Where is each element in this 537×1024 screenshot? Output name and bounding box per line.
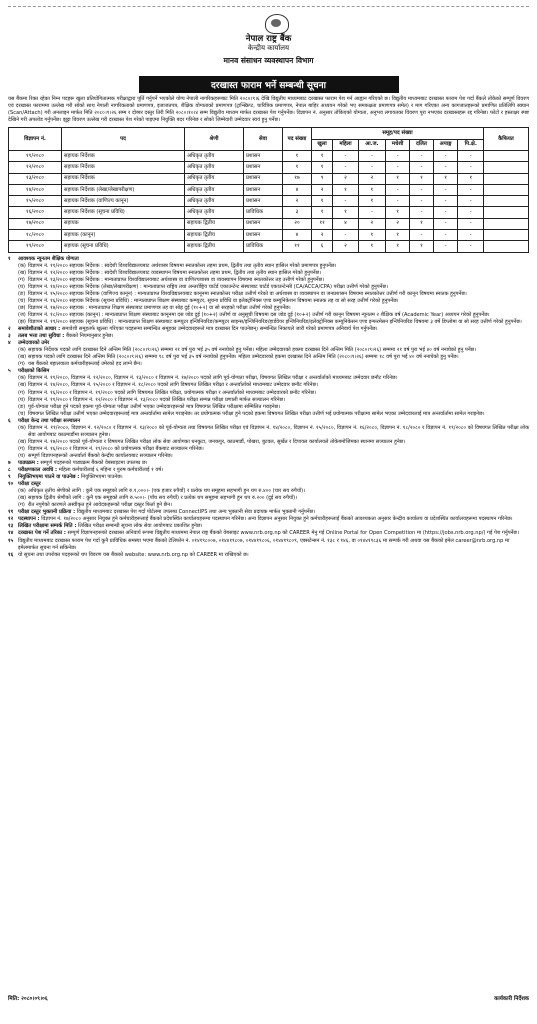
cell-group-count: ११	[312, 218, 333, 229]
cell-adv-no: १२/२०८०	[9, 162, 62, 173]
cell-group-count: -	[458, 162, 484, 173]
section-number: ४	[8, 340, 11, 347]
section-title: दरखास्त पेश गर्ने तरिका :	[18, 530, 66, 537]
item-marker: (ग)	[18, 445, 25, 452]
cell-group-count: १	[385, 230, 409, 241]
cell-group-count: -	[458, 207, 484, 218]
item-text: विज्ञापन नं. १३/२०८० सहायक निर्देशक : मान्यताप्राप्त विश्वविद्यालयबाट अर्थशास्त्र वा वाणिज्यशास्त्र वा व्यवस्थापन विषयमा स्नातकोत्तर तह उत्तीर्ण गरेको हुनुपर्नेछ।	[28, 276, 325, 283]
section-text: विद्युतीय माध्यमबाट दरखास्त फाराम पेश गर्दा कुनै प्राविधिक समस्या भएमा बैंकको टेलिफोन नं. ०१४१९८००७, ०१४४१९८०७, ०१४४१९८०६, ०१४४१९८०९, एक्सटेन्सन नं. १३८ र १४६, वा ०१४४१९८३६ मा सम्पर्क गरी अथवा यस बैंकको इमेल career@nrb.org.np मा इमेलमार्फत सूचना गर्न सकिनेछ।	[18, 537, 510, 551]
cell-group-count: १	[312, 207, 333, 218]
signatory: कार्यकारी निर्देशक	[494, 996, 529, 1002]
cell-group-count: १	[433, 173, 458, 184]
top-border	[8, 6, 529, 10]
cell-group-count: -	[410, 150, 433, 161]
section-title: परीक्षा दस्तुर	[18, 481, 41, 488]
section-title: लिखित परीक्षामा सम्पर्क मिति :	[18, 523, 77, 530]
cell-count: १	[283, 162, 312, 173]
cell-remarks	[484, 241, 529, 252]
cell-group-count: १	[312, 162, 333, 173]
office-name: केन्द्रीय कार्यालय	[247, 44, 290, 52]
item-marker: (छ)	[18, 304, 26, 311]
cell-post: सहायक निर्देशक	[62, 173, 185, 184]
col-post: पद	[62, 128, 185, 151]
cell-group-count: -	[410, 230, 433, 241]
cell-group-count: -	[410, 184, 433, 195]
section	[8, 552, 529, 559]
item-marker: (घ)	[18, 452, 25, 459]
group-header: दलित	[410, 139, 433, 150]
item-marker: (ख)	[18, 269, 27, 276]
cell-group-count: -	[433, 241, 458, 252]
cell-group-count: १	[358, 241, 385, 252]
cell-group-count: १	[333, 184, 359, 195]
section	[8, 538, 529, 552]
cell-adv-no: १३/२०८०	[9, 173, 62, 184]
section-number: ९	[8, 474, 11, 481]
cell-post: सहायक (सूचना प्रविधि)	[62, 241, 185, 252]
col-groups: समूह/पद संख्या	[312, 128, 484, 139]
item-marker: (घ)	[18, 396, 25, 403]
cell-service: प्रशासन	[244, 173, 283, 184]
cell-group-count: १	[385, 241, 409, 252]
cell-remarks	[484, 230, 529, 241]
cell-group-count: १	[358, 184, 385, 195]
section-number: ५	[8, 368, 11, 375]
cell-count: ३	[283, 207, 312, 218]
cell-group-count: -	[458, 150, 484, 161]
cell-post: सहायक निर्देशक	[62, 162, 185, 173]
table-row	[9, 230, 529, 241]
section-item	[8, 263, 529, 270]
section-text: विद्युतीय माध्यमबाट दरखास्त पेश गर्दा पोर्टलमा उपलब्ध ConnectIPS तथा अन्य भुक्तानी सेवा प्रदायक मार्फत भुक्तानी गर्नुपर्नेछ।	[76, 509, 316, 516]
item-marker: (क)	[18, 424, 26, 431]
item-marker: (ग)	[18, 361, 25, 368]
cell-post: सहायक निर्देशक	[62, 150, 185, 161]
section-number: ७	[8, 460, 11, 466]
section-number: ११	[8, 509, 14, 516]
section-item	[8, 312, 529, 319]
cell-service: प्रशासन	[244, 218, 283, 229]
item-marker: (ख)	[18, 438, 27, 445]
cell-adv-no: ११/२०८०	[9, 150, 62, 161]
group-header: अपाङ्ग	[433, 139, 458, 150]
cell-group-count: २	[333, 241, 359, 252]
notice-title: दरखास्त फाराम भर्ने सम्बन्धी सूचना	[139, 76, 399, 93]
item-marker: (ङ)	[18, 290, 26, 297]
cell-group-count: २	[358, 218, 385, 229]
item-marker: (क)	[18, 488, 26, 495]
item-text: विज्ञापन नं. १९/२०८० सहायक (सूचना प्रविधि) : मान्यताप्राप्त शिक्षण संस्थाबाट कम्प्युटर इन्जिनियरिङ/कम्प्युटर साइन्स/इन्जिनियरिङ/हार्डवेयर इन्जिनियरिङ/इलेक्ट्रोनिक्स कम्युनिकेसन एण्ड इन्फरमेसन इन्जिनियरिङ विषयमा ३ वर्षे डिप्लोमा वा सो सरह उत्तीर्ण गरेको हुनुपर्नेछ।	[28, 319, 522, 326]
cell-count: ४	[283, 184, 312, 195]
cell-group-count: २	[385, 218, 409, 229]
section-text: महिला कर्मचारीलाई ६ महिना र पुरुष कर्मचारीलाई १ वर्ष।	[58, 467, 164, 474]
cell-level: अधिकृत तृतीय	[185, 207, 244, 218]
nrb-logo-icon	[265, 14, 289, 34]
cell-group-count: १	[385, 207, 409, 218]
section-title: परीक्षाको किसिम	[18, 368, 50, 375]
section-title: नियुक्तिभएमा पाउने वा पाउनेछ :	[18, 474, 80, 481]
section-item	[8, 446, 529, 453]
item-text: विज्ञापन नं. १६/२०८० र विज्ञापन नं. १९/२०८० को प्रयोगात्मक परीक्षा बैंकबाट सञ्चालन गरिनेछ।	[28, 445, 204, 452]
col-remarks: कैफियत	[484, 128, 529, 151]
cell-group-count: -	[385, 162, 409, 173]
section	[8, 530, 529, 537]
cell-count: ११	[283, 241, 312, 252]
cell-group-count: -	[333, 230, 359, 241]
item-text: पूर्व-योग्यता परीक्षा हुने पदको हकमा पूर्व-योग्यता परीक्षा उत्तीर्ण भएका उम्मेदवारहरूको मात्र विषयगत लिखित परीक्षामा सम्मिलित गराइनेछ।	[28, 403, 281, 410]
cell-service: प्राविधिक	[244, 241, 283, 252]
bank-name: नेपाल राष्ट्र बैंक	[245, 34, 292, 44]
section-item	[8, 284, 529, 291]
cell-group-count: -	[433, 162, 458, 173]
cell-count: २०	[283, 218, 312, 229]
item-marker: (ग)	[18, 276, 25, 283]
cell-level: अधिकृत तृतीय	[185, 184, 244, 195]
item-marker: (झ)	[18, 319, 26, 326]
cell-remarks	[484, 150, 529, 161]
item-text: विज्ञापन नं. १७/२०८० सहायक : मान्यताप्राप्त शिक्षण संस्थाबाट प्रमाणपत्र तह वा सोह्र दुई (१०+२) वा सो सरहको परीक्षा उत्तीर्ण गरेको हुनुपर्नेछ।	[28, 304, 291, 311]
cell-post: सहायक (कानून)	[62, 230, 185, 241]
item-marker: (क)	[18, 262, 26, 269]
item-text: विज्ञापन नं. १२/२०८० सहायक निर्देशक : स्वदेशी विश्वविद्यालयबाट व्यवस्थापन विषयमा स्नातकोत्तर तहमा प्रथम, द्वितीय तथा तृतीय स्थान हासिल गरेको हुनुपर्नेछ।	[28, 269, 322, 276]
cell-level: अधिकृत तृतीय	[185, 173, 244, 184]
cell-adv-no: १८/२०८०	[9, 230, 62, 241]
item-text: विज्ञापन नं. १४/२०८० सहायक निर्देशक (लेखा/लेखापरीक्षण) : मान्यताप्राप्त राष्ट्रिय तथा अन्तर्राष्ट्रिय चार्टर्ड एकाउन्टेन्ट संस्थाबाट चार्टर्ड एकाउन्टेन्सी (CA/ACCA/CPA) परीक्षा उत्तीर्ण गरेको हुनुपर्नेछ।	[28, 283, 388, 290]
cell-remarks	[484, 196, 529, 207]
section-item	[8, 404, 529, 411]
cell-group-count: -	[458, 196, 484, 207]
cell-group-count: ६	[312, 241, 333, 252]
item-text: विज्ञापन नं. १७/२०८० पदको पूर्व-योग्यता र विषयगत लिखित परीक्षा लोक सेवा आयोगका धनकुटा, जनकपुर, काठमाडौं, पोखरा, बुटवल, सुर्खेत र दिपायल कार्यालयले तोकेबमोजिमका स्थानमा सञ्चालन हुनेछ।	[28, 438, 406, 445]
sections	[8, 256, 529, 559]
cell-group-count: -	[433, 218, 458, 229]
cell-group-count: -	[358, 162, 385, 173]
table-row	[9, 184, 529, 195]
cell-adv-no: १५/२०८०	[9, 196, 62, 207]
table-row	[9, 241, 529, 252]
cell-group-count: -	[410, 162, 433, 173]
item-marker: (ग)	[18, 502, 25, 509]
group-header: पि.क्षे.	[458, 139, 484, 150]
item-text: सहायक द्वितीय श्रेणीको लागि : कुनै एक समूहको लागि रु.५००।- (पाँच सय रुपैयाँ) र प्रत्येक थप समूहमा सहभागी हुन थप रु.२०० (दुई सय रुपैयाँ)।	[28, 495, 298, 502]
col-adv-no: विज्ञापन नं.	[9, 128, 62, 151]
section-title: समावेशीताको आधार :	[18, 326, 61, 333]
item-text: विज्ञापन नं. १४/२०८०, विज्ञापन नं. १५/२०८० र विज्ञापन नं. १८/२०८० पदको लागि विषयगत लिखित परीक्षा र अन्तर्वार्ताको माध्यमबाट उम्मेदवार छनौट गरिनेछ।	[28, 382, 318, 389]
cell-adv-no: १४/२०८०	[9, 184, 62, 195]
section-number: १०	[8, 481, 14, 488]
section-title: पदस्थापन :	[18, 516, 40, 523]
cell-adv-no: १६/२०८०	[9, 207, 62, 218]
item-marker: (ख)	[18, 495, 27, 502]
cell-level: सहायक द्वितीय	[185, 218, 244, 229]
cell-level: सहायक द्वितीय	[185, 230, 244, 241]
cell-group-count: -	[385, 196, 409, 207]
cell-group-count: २	[312, 184, 333, 195]
section-item	[8, 277, 529, 284]
cell-group-count: १	[312, 150, 333, 161]
item-marker: (ज)	[18, 312, 26, 319]
item-text: विज्ञापन नं. १८/२०८० सहायक (कानून) : मान्यताप्राप्त शिक्षण संस्थाबाट कानूनमा दस जोड दुई (१०+२) उत्तीर्ण वा अनुसूची विषयमा दस जोड दुई (१०+२) उत्तीर्ण गरी कानून विषयमा न्यूनतम २ शैक्षिक वर्ष (Academic Year) अध्ययन गरेको हुनुपर्नेछ।	[28, 312, 490, 319]
item-text: अधिकृत तृतीय श्रेणीको लागि : कुनै एक समूहको लागि रु.१,०००।- (एक हजार रुपैयाँ) र प्रत्येक थप समूहमा सहभागी हुन थप रु.४०० (चार सय रुपैयाँ)।	[28, 488, 306, 495]
cell-remarks	[484, 173, 529, 184]
cell-level: अधिकृत तृतीय	[185, 162, 244, 173]
item-text: सम्पूर्ण विज्ञापनहरूको अन्तर्वार्ता बैंकको केन्द्रीय कार्यालयबाट सञ्चालन गरिनेछ।	[28, 452, 173, 459]
section-item	[8, 453, 529, 460]
item-marker: (ग)	[18, 389, 25, 396]
cell-service: प्रशासन	[244, 230, 283, 241]
item-text: विषयगत लिखित परीक्षा उत्तीर्ण भएका उम्मेदवारहरूलाई मात्र अन्तर्वार्तामा सामेल गराइनेछ। तर प्रयोगात्मक परीक्षा हुने पदको हकमा विषयगत लिखित परीक्षा उत्तीर्ण भई प्रयोगात्मक परीक्षामा सामेल भएका उम्मेदवारलाई मात्र अन्तर्वार्तामा सामेल गराइनेछ।	[28, 410, 485, 417]
section-title: परीक्षा दस्तुर भुक्तानी प्रक्रिया :	[18, 509, 76, 516]
group-header: आ.ज.	[358, 139, 385, 150]
cell-post: सहायक	[62, 218, 185, 229]
cell-group-count: -	[358, 150, 385, 161]
cell-service: प्रशासन	[244, 184, 283, 195]
cell-group-count: -	[410, 196, 433, 207]
cell-group-count: -	[333, 196, 359, 207]
section-item	[8, 270, 529, 277]
section-number: १२	[8, 516, 14, 523]
section-number: १५	[8, 537, 14, 544]
group-header: खुला	[312, 139, 333, 150]
table-row	[9, 162, 529, 173]
section-item	[8, 305, 529, 312]
table-row	[9, 150, 529, 161]
notice-date: मिति: २०८०।०९।०६	[8, 996, 48, 1002]
section-text: यो सूचना तथा उपरोक्त पदहरूको थप विवरण यस बैंकको website: www.nrb.org.np को CAREER मा राखिएको छ।	[18, 551, 249, 558]
section	[8, 256, 529, 263]
cell-group-count: ४	[333, 218, 359, 229]
item-text: विज्ञापन नं. १६/२०८० र विज्ञापन नं. १९/२०८० पदको लागि विषयगत लिखित परीक्षा, प्रयोगात्मक परीक्षा र अन्तर्वार्ताको माध्यमबाट उम्मेदवारको छनौट गरिनेछ।	[28, 389, 317, 396]
section-number: १	[8, 255, 11, 262]
item-text: विज्ञापन नं. ११/२०८०, विज्ञापन नं. १२/२०८०, विज्ञापन नं. १३/२०८० र विज्ञापन नं. १७/२०८० पदको लागि पूर्व-योग्यता परीक्षा, विषयगत लिखित परीक्षा र अन्तर्वार्ताको माध्यमबाट उम्मेदवार छनौट गरिनेछ।	[28, 375, 398, 382]
section	[8, 460, 529, 467]
cell-count: १७	[283, 173, 312, 184]
item-marker: (क)	[18, 375, 26, 382]
cell-service: प्रशासन	[244, 150, 283, 161]
cell-group-count: २	[312, 230, 333, 241]
item-text: रीत नपुगेको कारणले अस्वीकृत हुने आवेदकहरूको परीक्षा दस्तुर फिर्ता हुने छैन।	[28, 502, 172, 509]
group-header: महिला	[333, 139, 359, 150]
section-text: सम्पूर्ण पदहरूको पाठ्यक्रम बैंकको वेबसाइटमा उपलब्ध छ।	[40, 460, 148, 466]
section-text: विज्ञापन नं. १७/२०८० अनुसार नियुक्त हुने कर्मचारीहरूलाई बैंकको प्रदेशस्थित कार्यालयहरूमा पदस्थापन गरिनेछ। अन्य विज्ञापन अनुसार नियुक्त हुने कर्मचारीहरूलाई बैंकको आवश्यकता अनुसार केन्द्रीय कार्यालय वा प्रदेशस्थित कार्यालयहरूमा पदस्थापन गरिनेछ।	[41, 516, 513, 523]
section-number: ३	[8, 333, 11, 340]
cell-group-count: -	[410, 207, 433, 218]
department-name: मानव संसाधन व्यवस्थापन विभाग	[223, 56, 314, 65]
section-title: परीक्षा केन्द्र तथा परीक्षा सञ्चालन	[18, 417, 81, 424]
cell-group-count: -	[433, 184, 458, 195]
section-text: बैंकको नियमानुसार हुनेछ।	[65, 333, 114, 340]
item-text: विज्ञापन नं. १६/२०८० सहायक निर्देशक (सूचना प्रविधि) : मान्यताप्राप्त शिक्षण संस्थाबाट कम्प्युटर, सूचना प्रविधि वा इलेक्ट्रोनिक्स एण्ड कम्युनिकेशन विषयमा स्नातक तह वा सो सरह उत्तीर्ण गरेको हुनुपर्नेछ।	[28, 297, 399, 304]
cell-group-count: ९	[312, 173, 333, 184]
cell-count: ४	[283, 230, 312, 241]
cell-post: सहायक निर्देशक (सूचना प्रविधि)	[62, 207, 185, 218]
cell-remarks	[484, 162, 529, 173]
section-text: लिखित परीक्षा सम्बन्धी सूचना लोक सेवा आयोगबाट प्रकाशित हुनेछ।	[78, 523, 203, 530]
item-marker: (घ)	[18, 283, 25, 290]
cell-group-count: -	[458, 241, 484, 252]
cell-post: सहायक निर्देशक (लेखा/लेखापरीक्षण)	[62, 184, 185, 195]
cell-service: प्राविधिक	[244, 207, 283, 218]
item-text: विज्ञापन नं. ११/२०८० र विज्ञापन नं. १२/२०८० र विज्ञापन नं. १३/२०८० पदको लिखित परीक्षा सम्पन्न परीक्षा प्रणाली मार्फत सञ्चालन गरिनेछ।	[28, 396, 286, 403]
cell-level: सहायक द्वितीय	[185, 241, 244, 252]
item-marker: (क)	[18, 347, 26, 354]
cell-remarks	[484, 218, 529, 229]
cell-level: अधिकृत तृतीय	[185, 196, 244, 207]
table-row	[9, 196, 529, 207]
item-text: सहायक निर्देशक पदको लागि दरखास्त दिने अन्तिम मिति (२०८०।९।२६) सम्ममा २१ वर्ष पुरा भई ३५ वर्ष ननाघेको हुनु पर्नेछ। महिला उम्मेदवारको हकमा दरखास्त दिने अन्तिम मिति (२०८०।९।२६) सम्ममा २१ वर्ष पुरा भई ४० वर्ष ननाघेको हुनु पर्नेछ।	[28, 347, 477, 354]
group-header: मधेशी	[385, 139, 409, 150]
section-item	[8, 439, 529, 446]
cell-group-count: -	[333, 150, 359, 161]
cell-count: १	[283, 150, 312, 161]
table-row	[9, 173, 529, 184]
item-text: सहायक पदको लागि दरखास्त दिने अन्तिम मिति (२०८०।९।२६) सम्ममा १८ वर्ष पुरा भई ३५ वर्ष ननाघेको हुनुपर्नेछ। महिला उम्मेदवारको हकमा दरखास्त दिने अन्तिम मिति (२०८०।९।२६) सम्ममा १८ वर्ष पुरा भई ४० वर्ष ननाघेको हुनु पर्नेछ।	[28, 354, 459, 361]
col-level: श्रेणी	[185, 128, 244, 151]
cell-group-count: १	[312, 196, 333, 207]
section-title: आवश्यक न्यूनतम शैक्षिक योग्यता	[18, 255, 79, 262]
footer	[8, 994, 529, 1002]
cell-group-count: -	[433, 230, 458, 241]
cell-group-count: २	[358, 173, 385, 184]
cell-remarks	[484, 207, 529, 218]
item-marker: (च)	[18, 297, 26, 304]
item-text: विज्ञापन नं. ११/२०८०, विज्ञापन नं. १२/२०८० र विज्ञापन नं. १३/२०८० को पूर्व-योग्यता तथा विषयगत लिखित परीक्षा एवं विज्ञापन नं. १४/२०८०, विज्ञापन नं. १५/२०८०, विज्ञापन नं. १६/२०८०, विज्ञापन नं. १८/२०८० र विज्ञापन नं. १९/२०८० को विषयगत लिखित परीक्षा लोक सेवा आयोगबाट काठमाडौंमा सञ्चालन हुनेछ।	[28, 424, 529, 438]
cell-post: सहायक निर्देशक (वाणिज्य कानून)	[62, 196, 185, 207]
col-service: सेवा	[244, 128, 283, 151]
intro-paragraph: यस बैंकमा रिक्त रहेका निम्न पदहरू खुला प्रतियोगितात्मक परीक्षाद्वारा पूर्ति गर्नुपर्ने भएकोले योग्य नेपाली नागरिकहरूबाट मिति २०८०।९।६ देखि विद्युतीय माध्यमबाट दरखास्त फाराम पेश गर्न आह्वान गरिएको छ। विद्युतीय माध्यमबाट दरखास्त फाराम पेश गर्दा बैंकले तोकेको सम्पूर्ण विवरण एवं दरखास्त फाराममा उल्लेख गरी सोको साथ नेपाली नागरिकताको प्रमाणपत्र, इजाजतपत्र, शैक्षिक योग्यताको प्रमाणपत्र (ट्रान्स्क्रिप्ट, चारित्रिक प्रमाणपत्र, नेपाल बाहिर अध्ययन गरेको भए समकक्षता प्रमाणपत्र समेत) र माग गरिएका अन्य कागजातहरूको प्रमाणित प्रतिलिपि स्क्यान (Scan/Attach) गरी अनलाइन मार्फत मिति २०८०।९।२६ सम्म र दोब्बर दस्तुर तिरी मिति २०८०।१०।४ सम्म विद्युतीय माध्यम मार्फत दरखास्त पेश गर्नुपर्नेछ। विज्ञापन नं. अनुसार तोकिएको योग्यता, अनुभव लगायतका विवरण पूरा नभएका दरखास्तहरू रद्द गरिनेछ। फोटो र हस्ताक्षर स्पष्ट देखिने गरी अपलोड गर्नुपर्नेछ। झुट्टा विवरण उल्लेख गरी दरखास्त पेश गरेको पाइएमा नियुक्ति बदर गरिनेछ र सोको जिम्मेवारी उम्मेदवार स्वयं हुनु पर्नेछ।	[8, 96, 529, 124]
section-number: ८	[8, 467, 11, 474]
section-text: नियुक्तिभएमा पाउनेछ।	[80, 474, 123, 481]
section-item	[8, 425, 529, 439]
cell-group-count: १	[358, 196, 385, 207]
item-text: यस बैंकको बहालवाला कर्मचारीहरूलाई उमेरको हद लाग्ने छैन।	[28, 361, 142, 368]
cell-group-count: -	[333, 162, 359, 173]
cell-group-count: -	[433, 150, 458, 161]
cell-group-count: -	[385, 184, 409, 195]
section-number: १३	[8, 523, 14, 530]
cell-group-count: -	[358, 207, 385, 218]
table-row	[9, 218, 529, 229]
item-text: विज्ञापन नं. १५/२०८० सहायक निर्देशक (वाणिज्य कानून) : मान्यताप्राप्त विश्वविद्यालयबाट कानूनमा स्नातकोत्तर परीक्षा उत्तीर्ण गरेको वा अर्थशास्त्र वा व्यवस्थापन वा जनप्रशासन विषयमा स्नातकोत्तर उत्तीर्ण गरी कानून विषयमा स्नातक हुनुपर्नेछ।	[28, 290, 467, 297]
section-item	[8, 361, 529, 368]
cell-remarks	[484, 184, 529, 195]
cell-group-count: १	[410, 241, 433, 252]
header	[8, 12, 529, 74]
section-title: तलब भत्ता तथा सुविधा :	[18, 333, 65, 340]
section-item	[8, 390, 529, 397]
section-number: १६	[8, 551, 14, 558]
table-row	[9, 207, 529, 218]
section-number: १४	[8, 530, 14, 537]
cell-group-count: -	[433, 207, 458, 218]
cell-group-count: -	[433, 196, 458, 207]
section-text: समावेशी समूहतर्फ खुल्ला गरिएका पदहरूमा सम्बन्धित समूहका उम्मेदवारहरूले मात्र दरखास्त दिन पाउनेछन्। सम्बन्धित निकायले जारी गरेको प्रमाणपत्र अनिवार्य पेश गर्नुपर्नेछ।	[61, 326, 378, 333]
section-item	[8, 397, 529, 404]
section-title: उम्मेदवारको उमेर	[18, 340, 50, 347]
cell-group-count: १	[333, 207, 359, 218]
cell-group-count: १	[410, 173, 433, 184]
col-count: पद संख्या	[283, 128, 312, 151]
posts-table	[8, 127, 529, 252]
section-text: सम्पूर्ण विज्ञापनहरूको दरखास्त अनिवार्य रूपमा विद्युतीय माध्यममा नेपाल राष्ट्र बैंकको वेबसाइट www.nrb.org.np को CAREER मेनु गई Online Portal for Open Competition मा (https://jobs.nrb.org.np/) गई पेश गर्नुपर्नेछ।	[67, 530, 519, 537]
cell-adv-no: १७/२०८०	[9, 218, 62, 229]
cell-group-count: १	[458, 173, 484, 184]
item-marker: (ख)	[18, 354, 27, 361]
cell-group-count: -	[385, 150, 409, 161]
item-marker: (ङ)	[18, 403, 26, 410]
cell-level: अधिकृत तृतीय	[185, 150, 244, 161]
item-marker: (ख)	[18, 382, 27, 389]
cell-count: २	[283, 196, 312, 207]
cell-adv-no: १९/२०८०	[9, 241, 62, 252]
item-text: विज्ञापन नं. ११/२०८० सहायक निर्देशक : स्वदेशी विश्वविद्यालयबाट अर्थशास्त्र विषयमा स्नातकोत्तर तहमा प्रथम, द्वितीय तथा तृतीय स्थान हासिल गरेको प्रमाणपत्र हुनुपर्नेछ।	[28, 262, 337, 269]
cell-group-count: १	[410, 218, 433, 229]
section-title: पाठ्यक्रम :	[18, 460, 39, 466]
section-item	[8, 298, 529, 305]
section-item	[8, 411, 529, 418]
section	[8, 418, 529, 425]
section-number: २	[8, 326, 11, 333]
cell-group-count: १	[385, 173, 409, 184]
cell-service: प्रशासन	[244, 162, 283, 173]
cell-group-count: -	[458, 230, 484, 241]
cell-group-count: -	[458, 184, 484, 195]
cell-group-count: -	[458, 218, 484, 229]
section	[8, 474, 529, 481]
cell-service: प्रशासन	[244, 196, 283, 207]
item-marker: (च)	[18, 410, 26, 417]
cell-group-count: २	[333, 173, 359, 184]
section-number: ६	[8, 417, 11, 424]
section-item	[8, 382, 529, 389]
section-item	[8, 291, 529, 298]
section-title: परीक्षणकाल अवधि :	[18, 467, 58, 474]
section	[8, 333, 529, 340]
cell-group-count: १	[358, 230, 385, 241]
